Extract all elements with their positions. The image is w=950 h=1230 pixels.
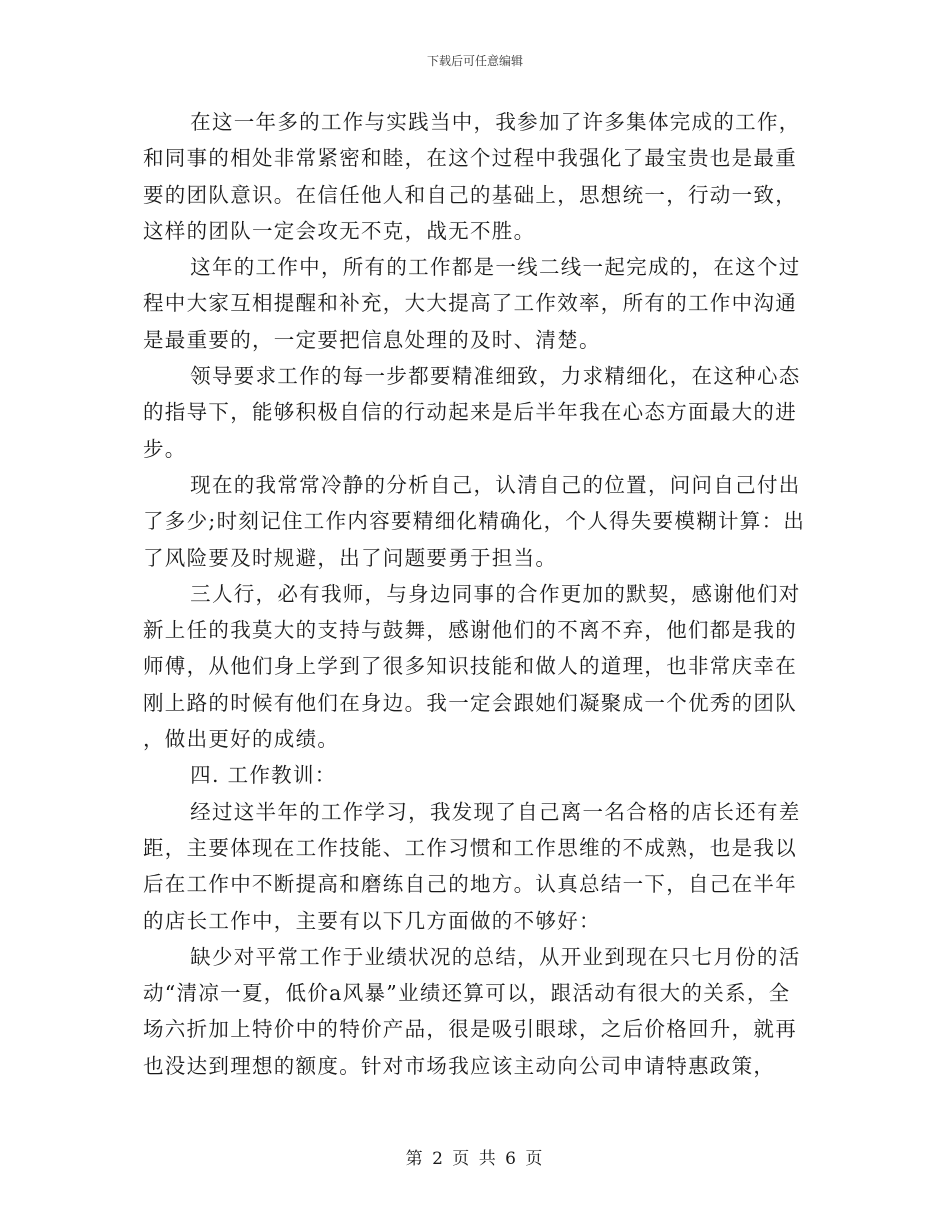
paragraph-colleagues: 三人行，必有我师，与身边同事的合作更加的默契，感谢他们对新上任的我莫大的支持与鼓舞，感谢他们的不离不弃，他们都是我的师傅，从他们身上学到了很多知识技能和做人的道理，也非常庆幸在刚上路的时候有他们在身边。我一定会跟她们凝聚成一个优秀的团队，做出更好的成绩。 (143, 581, 801, 752)
document-body (143, 104, 806, 1084)
paragraph-sales-summary: 缺少对平常工作于业绩状况的总结，从开业到现在只七月份的活动“清凉一夏，低价a风暴”业绩还算可以，跟活动有很大的关系，全场六折加上特价中的特价产品，很是吸引眼球，之后价格回升，就再也没达到理想的额度。针对市场我应该主动向公司申请特惠政策， (143, 944, 801, 1078)
page-header: 下载后可任意编辑 (426, 54, 523, 68)
paragraph-team-spirit: 在这一年多的工作与实践当中，我参加了许多集体完成的工作，和同事的相处非常紧密和睦，在这个过程中我强化了最宝贵也是最重要的团队意识。在信任他人和自己的基础上，思想统一，行动一致，这样的团队一定会攻无不克，战无不胜。 (143, 110, 801, 243)
paragraph-precision: 领导要求工作的每一步都要精准细致，力求精细化，在这种心态的指导下，能够积极自信的行动起来是后半年我在心态方面最大的进步。 (143, 364, 801, 461)
paragraph-cooperation: 这年的工作中，所有的工作都是一线二线一起完成的，在这个过程中大家互相提醒和补充，大大提高了工作效率，所有的工作中沟通是最重要的，一定要把信息处理的及时、清楚。 (143, 255, 801, 352)
paragraph-self-analysis: 现在的我常常冷静的分析自己，认清自己的位置，问问自己付出了多少;时刻记住工作内容要精细化精确化，个人得失要模糊计算：出了风险要及时规避，出了问题要勇于担当。 (143, 472, 806, 570)
section-heading-lessons: 四. 工作教训： (190, 763, 337, 788)
paragraph-shortcomings: 经过这半年的工作学习，我发现了自己离一名合格的店长还有差距，主要体现在工作技能、工作习惯和工作思维的不成熟，也是我以后在工作中不断提高和磨练自己的地方。认真总结一下，自己在半年的店长工作中，主要有以下几方面做的不够好： (143, 799, 801, 933)
page-number: 第 2 页 共 6 页 (405, 1149, 545, 1169)
